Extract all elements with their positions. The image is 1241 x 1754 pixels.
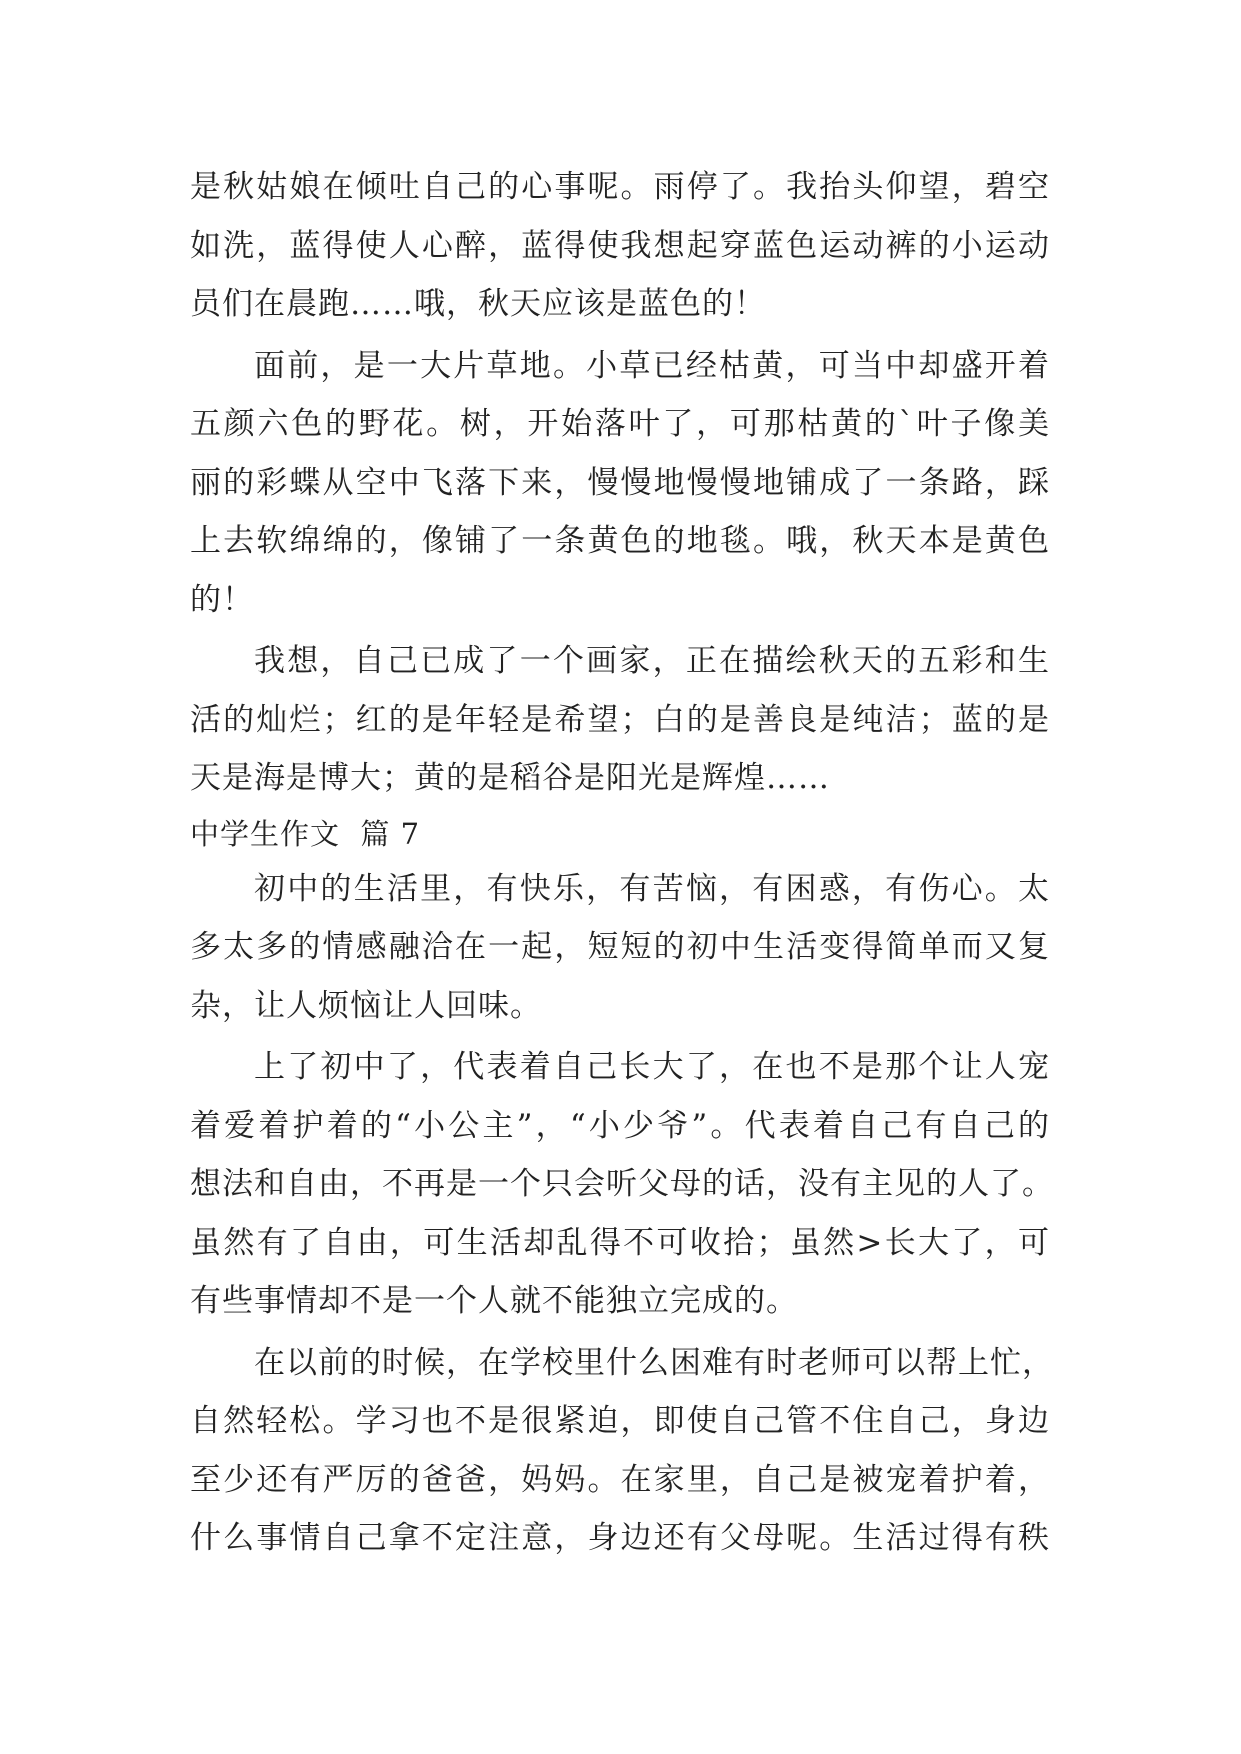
text-line: 至少还有严厉的爸爸，妈妈。在家里，自己是被宠着护着， — [190, 1461, 1050, 1498]
text-line: 什么事情自己拿不定注意，身边还有父母呢。生活过得有秩 — [190, 1520, 1050, 1556]
text-line: 着爱着护着的“小公主”，“小少爷”。代表着自己有自己的 — [190, 1107, 1050, 1144]
text-line: 是秋姑娘在倾吐自己的心事呢。雨停了。我抬头仰望，碧空 — [190, 169, 1050, 205]
paragraph — [190, 158, 1050, 334]
paragraph — [190, 1334, 1054, 1568]
paragraph — [190, 337, 1050, 630]
text-line: 丽的彩蝶从空中飞落下来，慢慢地慢慢地铺成了一条路，踩 — [190, 464, 1050, 501]
text-line: 上去软绵绵的，像铺了一条黄色的地毯。哦，秋天本是黄色 — [190, 523, 1050, 559]
text-line: 杂，让人烦恼让人回味。 — [190, 987, 542, 1024]
paragraph — [190, 1038, 1054, 1331]
text-line: 如洗，蓝得使人心醉，蓝得使我想起穿蓝色运动裤的小运动 — [190, 227, 1050, 264]
text-line: 我想，自己已成了一个画家，正在描绘秋天的五彩和生 — [254, 643, 1050, 679]
text-line: 的！ — [190, 581, 254, 618]
text-line: 五颜六色的野花。树，开始落叶了，可那枯黄的`叶子像美 — [190, 406, 1050, 442]
text-line: 虽然有了自由，可生活却乱得不可收拾；虽然>长大了，可 — [190, 1224, 1050, 1261]
text-line: 面前，是一大片草地。小草已经枯黄，可当中却盛开着 — [254, 347, 1050, 384]
text-line: 初中的生活里，有快乐，有苦恼，有困惑，有伤心。太 — [254, 870, 1050, 907]
text-line: 上了初中了，代表着自己长大了，在也不是那个让人宠 — [254, 1049, 1050, 1085]
paragraph — [190, 860, 1050, 1036]
paragraph — [190, 632, 1050, 808]
text-line: 有些事情却不是一个人就不能独立完成的。 — [190, 1283, 798, 1319]
text-line: 员们在晨跑……哦，秋天应该是蓝色的！ — [190, 286, 766, 322]
text-line: 想法和自由，不再是一个只会听父母的话，没有主见的人了。 — [190, 1166, 1054, 1202]
document-body — [190, 158, 1054, 1568]
section-title: 中学生作文 篇 7 — [190, 816, 421, 851]
text-line: 天是海是博大；黄的是稻谷是阳光是辉煌…… — [190, 760, 830, 796]
text-line: 自然轻松。学习也不是很紧迫，即使自己管不住自己，身边 — [190, 1403, 1050, 1439]
text-line: 在以前的时候，在学校里什么困难有时老师可以帮上忙， — [254, 1344, 1054, 1381]
text-line: 多太多的情感融洽在一起，短短的初中生活变得简单而又复 — [190, 929, 1050, 965]
text-line: 活的灿烂；红的是年轻是希望；白的是善良是纯洁；蓝的是 — [190, 701, 1050, 738]
